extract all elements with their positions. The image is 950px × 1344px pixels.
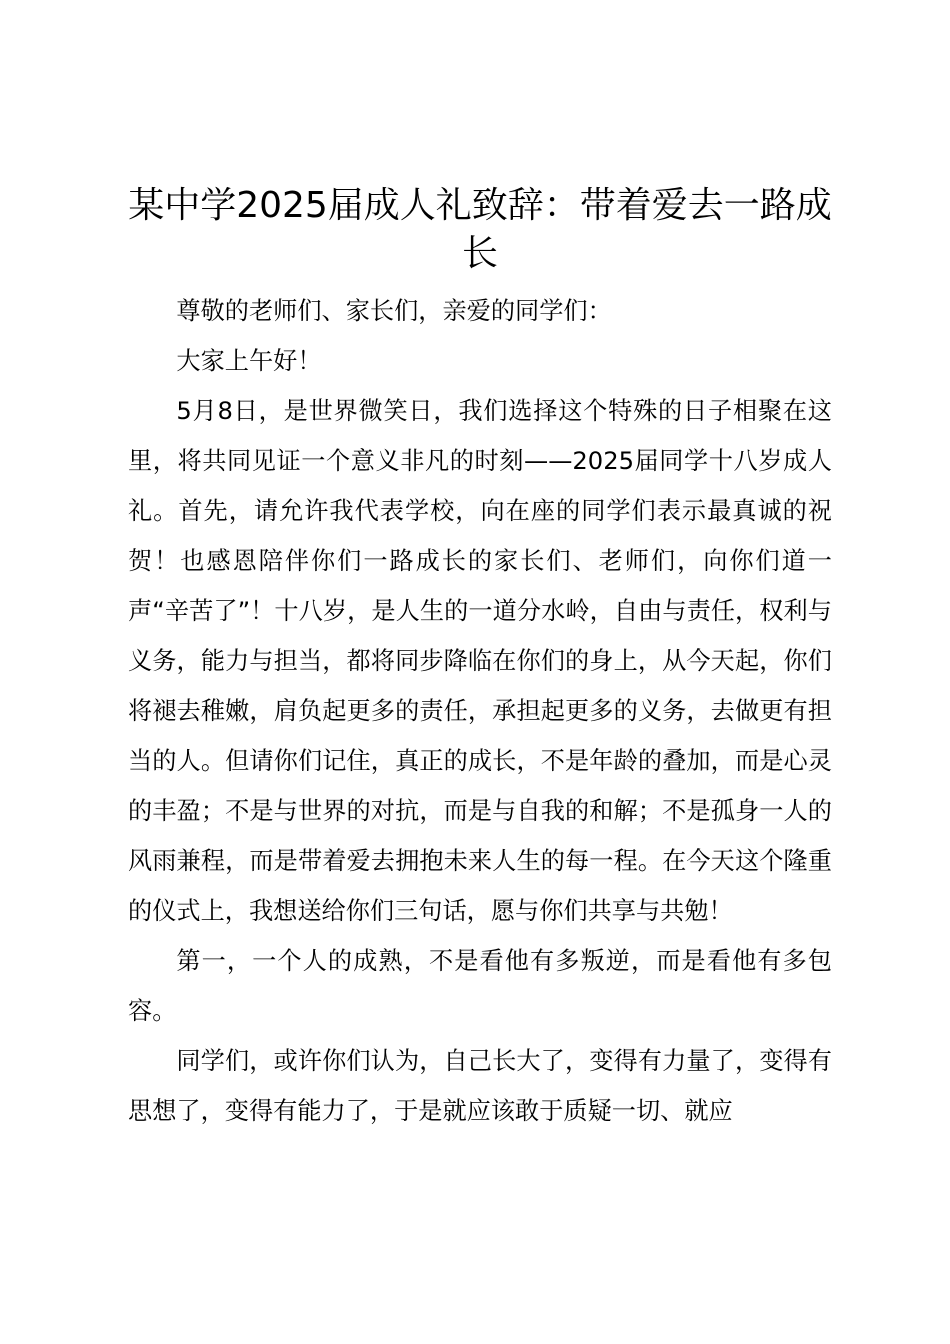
salutation-paragraph: 尊敬的老师们、家长们，亲爱的同学们：: [176, 297, 612, 325]
body-paragraph: 5月8日，是世界微笑日，我们选择这个特殊的日子相聚在这里，将共同见证一个意义非凡的时刻——2025届同学十八岁成人礼。首先，请允许我代表学校，向在座的同学们表示最真诚的祝贺！也感恩陪伴你们一路成长的家长们、老师们，向你们道一声“辛苦了”！十八岁，是人生的一道分水岭，自由与责任，权利与义务，能力与担当，都将同步降临在你们的身上，从今天起，你们将褪去稚嫩，肩负起更多的责任，承担起更多的义务，去做更有担当的人。但请你们记住，真正的成长，不是年龄的叠加，而是心灵的丰盈；不是与世界的对抗，而是与自我的和解；不是孤身一人的风雨兼程，而是带着爱去拥抱未来人生的每一程。在今天这个隆重的仪式上，我想送给你们三句话，愿与你们共享与共勉！: [128, 397, 832, 925]
body-paragraph: 同学们，或许你们认为，自己长大了，变得有力量了，变得有思想了，变得有能力了，于是就应该敢于质疑一切、就应: [128, 1047, 832, 1125]
document-page: [128, 182, 832, 1136]
body-paragraph: 第一，一个人的成熟，不是看他有多叛逆，而是看他有多包容。: [128, 947, 832, 1025]
document-title: 某中学2025届成人礼致辞：带着爱去一路成长: [128, 185, 832, 274]
greeting-paragraph: 大家上午好！: [176, 347, 322, 375]
